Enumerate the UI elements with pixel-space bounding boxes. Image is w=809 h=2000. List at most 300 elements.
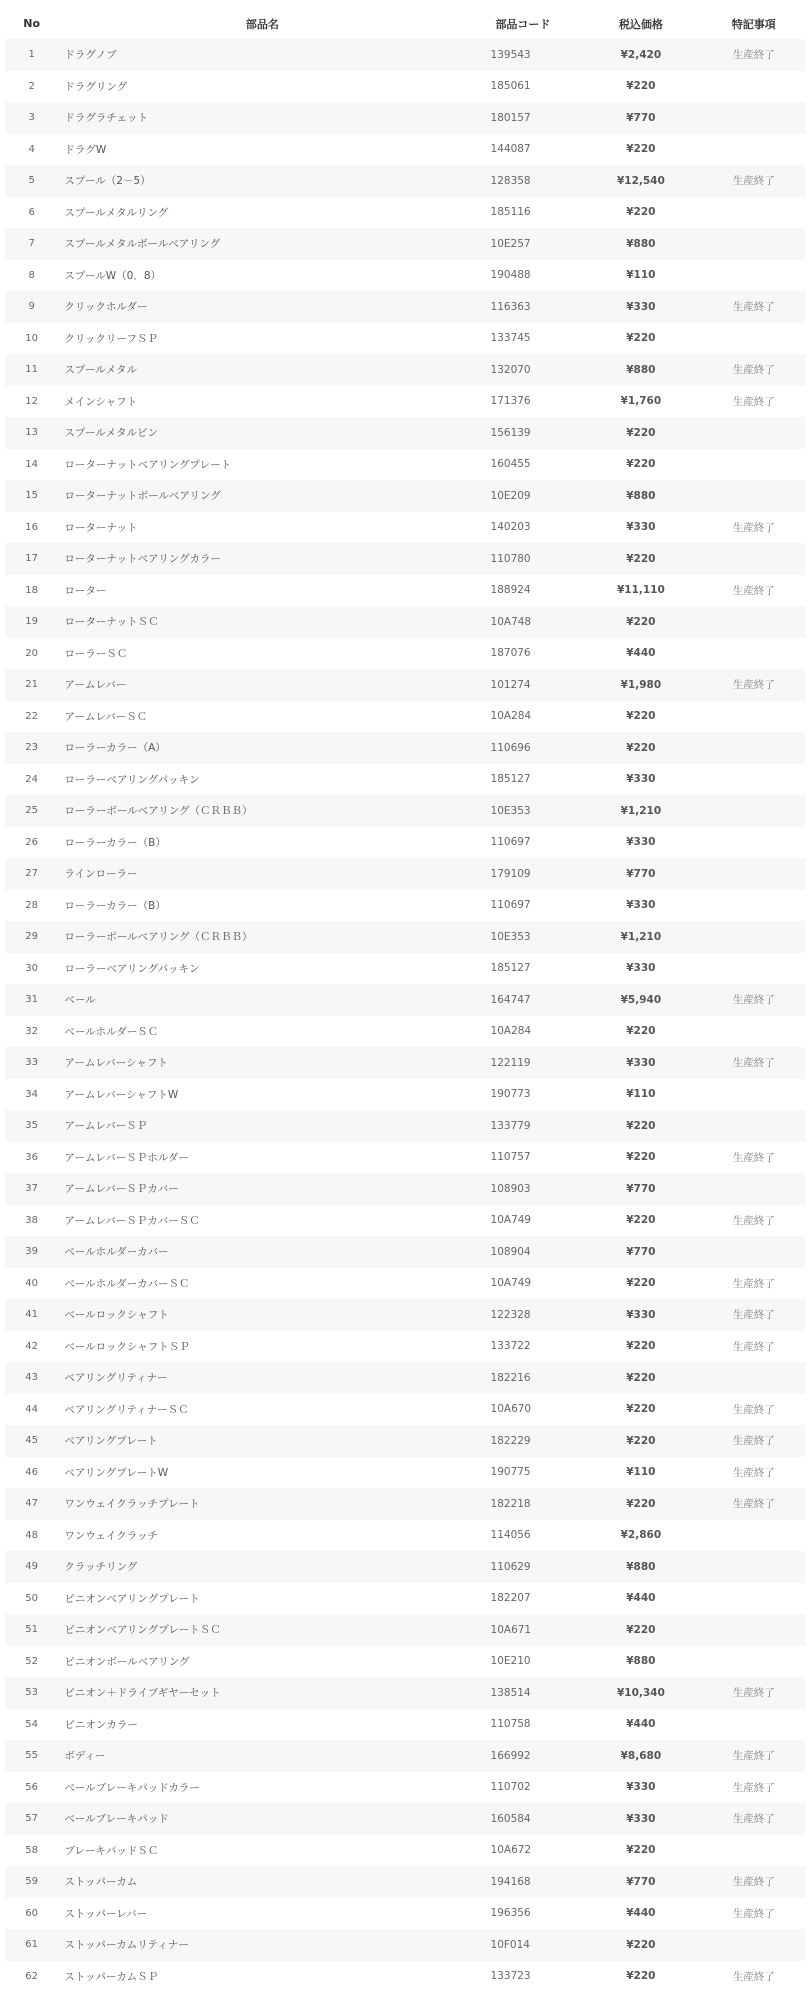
part-number-cell: 33 (25, 1057, 39, 1069)
part-price-cell: ¥440 (626, 647, 656, 660)
part-note-cell (702, 732, 805, 764)
part-number-cell: 28 (25, 899, 39, 911)
part-number-cell: 17 (25, 553, 39, 565)
part-code-cell: 114056 (490, 1529, 531, 1542)
part-note-cell: 生産終了 (732, 1907, 775, 1920)
part-note-cell: 生産終了 (732, 1687, 775, 1700)
table-row (5, 858, 805, 890)
part-number-cell: 58 (25, 1844, 39, 1856)
part-number-cell: 54 (25, 1718, 39, 1730)
part-note-cell: 生産終了 (732, 521, 775, 534)
part-code-cell: 108903 (490, 1182, 531, 1195)
part-price-cell: ¥220 (626, 1403, 656, 1416)
part-number-cell: 52 (25, 1655, 39, 1667)
part-price-cell: ¥1,760 (620, 395, 662, 408)
part-code-cell: 110697 (490, 836, 531, 849)
part-name-cell: ローター (64, 584, 107, 597)
table-header (5, 8, 805, 39)
part-code-cell: 110629 (490, 1560, 531, 1573)
part-note-cell (702, 323, 805, 355)
part-name-cell: ドラグノブ (64, 49, 117, 62)
header-code: 部品コード (495, 17, 551, 31)
table-row (5, 1205, 805, 1237)
part-name-cell: アームレバーＳＰカバーＳＣ (64, 1214, 200, 1227)
part-number-cell: 9 (28, 301, 35, 313)
part-code-cell: 133722 (490, 1340, 531, 1353)
part-name-cell: ピニオンボールベアリング (64, 1655, 190, 1668)
part-number-cell: 41 (25, 1309, 39, 1321)
part-name-cell: ベアリングプレートW (64, 1466, 169, 1479)
part-name-cell: アームレバーシャフト (64, 1057, 168, 1070)
part-code-cell: 10E209 (490, 489, 531, 502)
part-note-cell: 生産終了 (732, 1876, 775, 1889)
table-row (5, 512, 805, 544)
part-price-cell: ¥5,940 (620, 993, 662, 1006)
part-number-cell: 55 (25, 1750, 39, 1762)
part-note-cell (702, 449, 805, 481)
part-name-cell: ローターナットＳＣ (64, 616, 159, 629)
table-row (5, 732, 805, 764)
part-code-cell: 171376 (490, 395, 531, 408)
part-number-cell: 57 (25, 1813, 39, 1825)
table-row (5, 1898, 805, 1930)
part-name-cell: ブレーキパッドＳＣ (64, 1844, 159, 1857)
part-code-cell: 185127 (490, 773, 531, 786)
header-row (5, 8, 805, 39)
part-price-cell: ¥220 (626, 1025, 656, 1038)
part-number-cell: 40 (25, 1277, 39, 1289)
part-name-cell: ローラーベアリングパッキン (64, 773, 200, 786)
part-price-cell: ¥330 (626, 899, 656, 912)
part-number-cell: 46 (25, 1466, 39, 1478)
table-row (5, 228, 805, 260)
table-row (5, 795, 805, 827)
part-name-cell: ワンウェイクラッチプレート (64, 1498, 200, 1511)
part-code-cell: 190775 (490, 1466, 531, 1479)
part-code-cell: 110697 (490, 899, 531, 912)
part-price-cell: ¥1,210 (620, 930, 662, 943)
part-number-cell: 49 (25, 1561, 39, 1573)
part-note-cell: 生産終了 (732, 1435, 775, 1448)
part-price-cell: ¥220 (626, 1340, 656, 1353)
part-name-cell: ストッパーレバー (64, 1907, 148, 1920)
table-row (5, 1961, 805, 1993)
part-note-cell (702, 1520, 805, 1552)
part-note-cell: 生産終了 (732, 1781, 775, 1794)
part-note-cell: 生産終了 (732, 395, 775, 408)
part-code-cell: 138514 (490, 1686, 531, 1699)
header-no: No (23, 17, 41, 30)
part-name-cell: メインシャフト (64, 395, 138, 408)
table-row (5, 417, 805, 449)
table-row (5, 764, 805, 796)
part-number-cell: 11 (25, 364, 39, 376)
part-note-cell (702, 701, 805, 733)
table-row (5, 1740, 805, 1772)
part-code-cell: 190488 (490, 269, 531, 282)
part-number-cell: 20 (25, 647, 39, 659)
part-note-cell: 生産終了 (732, 679, 775, 692)
table-row (5, 606, 805, 638)
part-price-cell: ¥220 (626, 332, 656, 345)
part-note-cell (702, 260, 805, 292)
table-row (5, 1709, 805, 1741)
part-number-cell: 30 (25, 962, 39, 974)
part-number-cell: 27 (25, 868, 39, 880)
header-note: 特記事項 (731, 17, 776, 31)
part-name-cell: アームレバーシャフトW (64, 1088, 179, 1101)
part-note-cell: 生産終了 (732, 1214, 775, 1227)
part-name-cell: ボディー (64, 1750, 106, 1763)
part-price-cell: ¥880 (626, 1560, 656, 1573)
part-note-cell: 生産終了 (732, 1466, 775, 1479)
table-row (5, 1016, 805, 1048)
part-number-cell: 39 (25, 1246, 39, 1258)
table-row (5, 1835, 805, 1867)
part-note-cell (702, 1110, 805, 1142)
part-code-cell: 10E353 (490, 930, 531, 943)
part-name-cell: ベールロックシャフト (64, 1309, 169, 1322)
table-row (5, 1551, 805, 1583)
part-price-cell: ¥110 (626, 1466, 656, 1479)
table-row (5, 1677, 805, 1709)
part-price-cell: ¥220 (626, 1938, 656, 1951)
table-row (5, 39, 805, 71)
part-price-cell: ¥880 (626, 1655, 656, 1668)
table-row (5, 984, 805, 1016)
table-row (5, 1236, 805, 1268)
part-number-cell: 12 (25, 395, 39, 407)
part-name-cell: アームレバーＳＰ (64, 1120, 148, 1133)
table-row (5, 921, 805, 953)
part-name-cell: ベールブレーキパッドカラー (64, 1781, 200, 1794)
part-note-cell: 生産終了 (732, 1813, 775, 1826)
part-price-cell: ¥440 (626, 1718, 656, 1731)
part-price-cell: ¥220 (626, 1151, 656, 1164)
part-name-cell: アームレバーＳＰカバー (64, 1183, 179, 1196)
part-number-cell: 19 (25, 616, 39, 628)
part-number-cell: 42 (25, 1340, 39, 1352)
part-number-cell: 51 (25, 1624, 39, 1636)
part-number-cell: 23 (25, 742, 39, 754)
part-name-cell: スプールメタル (64, 364, 137, 377)
part-price-cell: ¥2,420 (620, 48, 662, 61)
part-price-cell: ¥770 (626, 111, 656, 124)
part-name-cell: ストッパーカムリティナー (64, 1939, 189, 1952)
part-note-cell: 生産終了 (732, 49, 775, 62)
table-row (5, 669, 805, 701)
part-note-cell (702, 543, 805, 575)
part-price-cell: ¥220 (626, 1970, 656, 1983)
part-code-cell: 10A749 (490, 1214, 532, 1227)
table-row (5, 134, 805, 166)
part-code-cell: 139543 (490, 48, 531, 61)
part-name-cell: ベールブレーキパッド (64, 1813, 169, 1826)
part-name-cell: アームレバー (64, 679, 127, 692)
part-note-cell (702, 480, 805, 512)
table-row (5, 71, 805, 103)
part-code-cell: 187076 (490, 647, 531, 660)
part-number-cell: 61 (25, 1939, 39, 1951)
part-number-cell: 25 (25, 805, 39, 817)
table-row (5, 1646, 805, 1678)
part-note-cell (702, 1236, 805, 1268)
part-code-cell: 10E210 (490, 1655, 531, 1668)
part-name-cell: ドラグW (64, 143, 107, 156)
part-note-cell: 生産終了 (732, 584, 775, 597)
part-note-cell (702, 827, 805, 859)
part-name-cell: ローラーボールベアリング（ＣＲＢＢ） (64, 805, 253, 818)
part-number-cell: 3 (28, 112, 35, 124)
part-number-cell: 24 (25, 773, 39, 785)
parts-table (5, 8, 805, 1992)
part-number-cell: 10 (25, 332, 39, 344)
part-code-cell: 185127 (490, 962, 531, 975)
part-name-cell: ストッパーカムＳＰ (64, 1970, 159, 1983)
part-code-cell: 188924 (490, 584, 531, 597)
table-row (5, 1772, 805, 1804)
part-price-cell: ¥220 (626, 1277, 656, 1290)
part-code-cell: 10A670 (490, 1403, 532, 1416)
part-note-cell (702, 606, 805, 638)
part-note-cell (702, 795, 805, 827)
part-note-cell (702, 102, 805, 134)
table-row (5, 1299, 805, 1331)
part-code-cell: 133779 (490, 1119, 531, 1132)
part-code-cell: 10A284 (490, 1025, 532, 1038)
table-row (5, 1142, 805, 1174)
part-code-cell: 116363 (490, 300, 531, 313)
part-number-cell: 18 (25, 584, 39, 596)
part-code-cell: 110780 (490, 552, 531, 565)
part-price-cell: ¥220 (626, 1434, 656, 1447)
part-code-cell: 156139 (490, 426, 531, 439)
part-price-cell: ¥220 (626, 1119, 656, 1132)
table-row (5, 638, 805, 670)
part-name-cell: ピニオンカラー (64, 1718, 138, 1731)
part-price-cell: ¥220 (626, 1844, 656, 1857)
table-row (5, 1457, 805, 1489)
table-row (5, 1362, 805, 1394)
part-code-cell: 179109 (490, 867, 531, 880)
part-code-cell: 194168 (490, 1875, 531, 1888)
part-number-cell: 36 (25, 1151, 39, 1163)
table-row (5, 1803, 805, 1835)
part-price-cell: ¥2,860 (620, 1529, 662, 1542)
table-row (5, 1614, 805, 1646)
part-number-cell: 32 (25, 1025, 39, 1037)
part-price-cell: ¥330 (626, 1812, 656, 1825)
part-name-cell: アームレバーＳＣ (64, 710, 148, 723)
part-name-cell: ローラーボールベアリング（ＣＲＢＢ） (64, 931, 253, 944)
part-number-cell: 15 (25, 490, 39, 502)
part-note-cell (702, 638, 805, 670)
part-note-cell: 生産終了 (732, 1277, 775, 1290)
part-code-cell: 160584 (490, 1812, 531, 1825)
part-price-cell: ¥440 (626, 1907, 656, 1920)
part-code-cell: 122119 (490, 1056, 531, 1069)
part-name-cell: スプールメタルピン (64, 427, 158, 440)
part-code-cell: 182216 (490, 1371, 531, 1384)
table-row (5, 1331, 805, 1363)
table-row (5, 449, 805, 481)
part-name-cell: ストッパーカム (64, 1876, 138, 1889)
part-code-cell: 101274 (490, 678, 531, 691)
part-price-cell: ¥220 (626, 1623, 656, 1636)
part-price-cell: ¥220 (626, 1371, 656, 1384)
table-row (5, 102, 805, 134)
part-note-cell (702, 1173, 805, 1205)
part-name-cell: ベール (64, 994, 96, 1007)
part-number-cell: 5 (28, 175, 35, 187)
part-name-cell: ローターナット (64, 521, 138, 534)
part-name-cell: スプール（2－5） (64, 175, 151, 188)
table-row (5, 323, 805, 355)
part-number-cell: 7 (28, 238, 35, 250)
part-note-cell (702, 953, 805, 985)
part-note-cell: 生産終了 (732, 364, 775, 377)
part-number-cell: 43 (25, 1372, 39, 1384)
part-price-cell: ¥880 (626, 237, 656, 250)
part-note-cell: 生産終了 (732, 301, 775, 314)
part-name-cell: ローターナットボールベアリング (64, 490, 221, 503)
part-price-cell: ¥330 (626, 1056, 656, 1069)
part-code-cell: 10A672 (490, 1844, 532, 1857)
part-note-cell: 生産終了 (732, 1498, 775, 1511)
part-number-cell: 35 (25, 1120, 39, 1132)
part-code-cell: 110702 (490, 1781, 531, 1794)
part-code-cell: 190773 (490, 1088, 531, 1101)
part-price-cell: ¥220 (626, 1214, 656, 1227)
table-row (5, 354, 805, 386)
part-number-cell: 14 (25, 458, 39, 470)
table-row (5, 197, 805, 229)
part-price-cell: ¥220 (626, 458, 656, 471)
table-row (5, 1520, 805, 1552)
part-code-cell: 133745 (490, 332, 531, 345)
part-note-cell (702, 890, 805, 922)
part-note-cell: 生産終了 (732, 1970, 775, 1983)
part-number-cell: 50 (25, 1592, 39, 1604)
part-code-cell: 133723 (490, 1970, 531, 1983)
part-name-cell: クリックリーフＳＰ (64, 332, 158, 345)
part-note-cell (702, 1835, 805, 1867)
header-name: 部品名 (245, 17, 279, 31)
part-price-cell: ¥220 (626, 1497, 656, 1510)
part-code-cell: 140203 (490, 521, 531, 534)
part-number-cell: 48 (25, 1529, 39, 1541)
part-note-cell (702, 764, 805, 796)
part-price-cell: ¥330 (626, 1308, 656, 1321)
part-note-cell (702, 197, 805, 229)
table-row (5, 480, 805, 512)
part-price-cell: ¥220 (626, 143, 656, 156)
part-number-cell: 13 (25, 427, 39, 439)
part-name-cell: アームレバーＳＰホルダー (64, 1151, 189, 1164)
part-note-cell (702, 71, 805, 103)
part-note-cell (702, 1929, 805, 1961)
part-code-cell: 10A284 (490, 710, 532, 723)
part-note-cell: 生産終了 (732, 1340, 775, 1353)
part-number-cell: 22 (25, 710, 39, 722)
part-price-cell: ¥1,980 (620, 678, 662, 691)
part-note-cell: 生産終了 (732, 994, 775, 1007)
part-code-cell: 110696 (490, 741, 531, 754)
part-name-cell: スプールW（0．8） (64, 269, 162, 282)
table-row (5, 575, 805, 607)
part-name-cell: ベールホルダーカバー (64, 1246, 169, 1259)
part-code-cell: 128358 (490, 174, 531, 187)
part-name-cell: スプールメタルリング (64, 206, 169, 219)
part-note-cell (702, 417, 805, 449)
part-number-cell: 1 (28, 49, 35, 61)
part-number-cell: 59 (25, 1876, 39, 1888)
part-note-cell (702, 858, 805, 890)
part-price-cell: ¥770 (626, 1245, 656, 1258)
part-code-cell: 10E257 (490, 237, 531, 250)
part-price-cell: ¥770 (626, 1875, 656, 1888)
table-row (5, 1583, 805, 1615)
part-price-cell: ¥110 (626, 269, 656, 282)
part-number-cell: 26 (25, 836, 39, 848)
part-number-cell: 31 (25, 994, 39, 1006)
part-price-cell: ¥220 (626, 206, 656, 219)
part-price-cell: ¥330 (626, 1781, 656, 1794)
table-row (5, 291, 805, 323)
part-name-cell: ベールホルダーＳＣ (64, 1025, 159, 1038)
part-code-cell: 10A749 (490, 1277, 532, 1290)
part-name-cell: ローラーＳＣ (64, 647, 128, 660)
table-row (5, 1047, 805, 1079)
part-number-cell: 29 (25, 931, 39, 943)
part-code-cell: 180157 (490, 111, 531, 124)
part-name-cell: ベアリングリティナーＳＣ (64, 1403, 189, 1416)
table-row (5, 827, 805, 859)
part-code-cell: 182218 (490, 1497, 531, 1510)
table-row (5, 953, 805, 985)
part-price-cell: ¥880 (626, 363, 656, 376)
part-name-cell: クリックホルダー (64, 301, 148, 314)
table-row (5, 1079, 805, 1111)
part-price-cell: ¥11,110 (616, 584, 665, 597)
part-code-cell: 166992 (490, 1749, 531, 1762)
part-name-cell: クラッチリング (64, 1561, 138, 1574)
part-price-cell: ¥1,210 (620, 804, 662, 817)
part-name-cell: スプールメタルボールベアリング (64, 238, 221, 251)
part-code-cell: 10F014 (490, 1938, 530, 1951)
part-number-cell: 60 (25, 1907, 39, 1919)
table-row (5, 1929, 805, 1961)
table-row (5, 1268, 805, 1300)
part-code-cell: 185061 (490, 80, 531, 93)
part-code-cell: 110757 (490, 1151, 531, 1164)
part-number-cell: 4 (28, 143, 35, 155)
part-name-cell: ピニオンベアリングプレートＳＣ (64, 1624, 221, 1637)
part-number-cell: 45 (25, 1435, 39, 1447)
part-code-cell: 108904 (490, 1245, 531, 1258)
part-code-cell: 144087 (490, 143, 531, 156)
table-row (5, 701, 805, 733)
part-price-cell: ¥220 (626, 615, 656, 628)
part-price-cell: ¥330 (626, 521, 656, 534)
part-price-cell: ¥330 (626, 773, 656, 786)
table-row (5, 260, 805, 292)
part-name-cell: ドラグリング (64, 80, 128, 93)
part-note-cell (702, 1646, 805, 1678)
part-name-cell: ローターナットベアリングプレート (64, 458, 232, 471)
part-price-cell: ¥220 (626, 710, 656, 723)
part-name-cell: ドラグラチェット (64, 112, 149, 125)
